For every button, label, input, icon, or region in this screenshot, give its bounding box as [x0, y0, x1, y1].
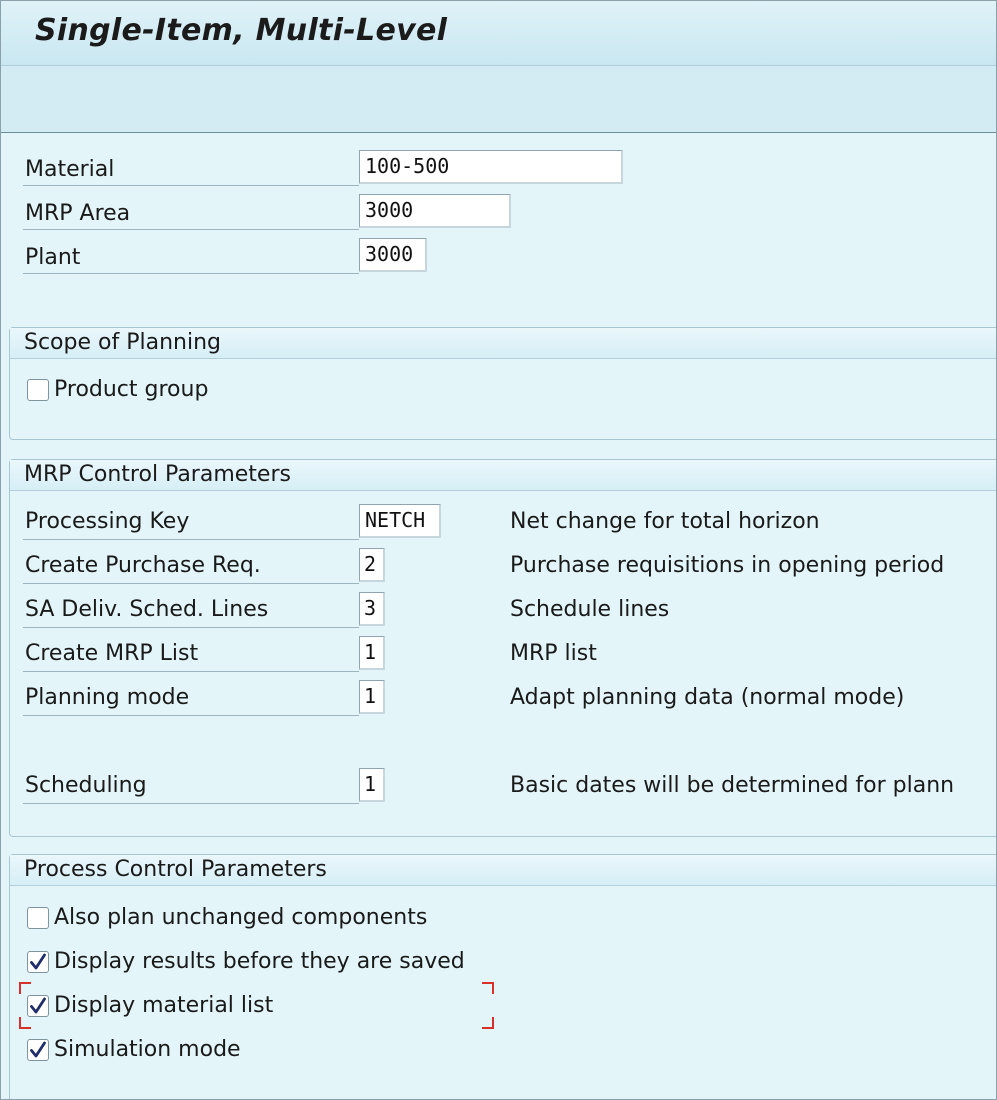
display-results-label: Display results before they are saved	[54, 949, 465, 974]
processing-key-input[interactable]: NETCH	[359, 504, 441, 538]
plant-underline	[23, 273, 359, 274]
scheduling-label: Scheduling	[25, 773, 147, 798]
focus-corner-top-left	[19, 982, 31, 994]
simulation-mode-label: Simulation mode	[54, 1037, 241, 1062]
focus-corner-bottom-left	[19, 1017, 31, 1029]
create-purchase-req-label: Create Purchase Req.	[25, 553, 261, 578]
sa-deliv-sched-lines-input[interactable]: 3	[359, 592, 385, 626]
material-label: Material	[25, 157, 115, 182]
planning-mode-label: Planning mode	[25, 685, 190, 710]
display-material-list-checkbox[interactable]	[27, 995, 49, 1017]
process-control-title: Process Control Parameters	[24, 857, 327, 882]
planning-mode-underline	[23, 715, 359, 716]
scheduling-underline	[23, 803, 359, 804]
mrp-area-input[interactable]: 3000	[359, 194, 511, 228]
plant-label: Plant	[25, 245, 81, 270]
scope-of-planning-title: Scope of Planning	[24, 330, 221, 355]
material-underline	[23, 185, 359, 186]
sa-deliv-sched-lines-description: Schedule lines	[510, 597, 670, 622]
create-mrp-list-underline	[23, 671, 359, 672]
application-toolbar	[1, 66, 996, 133]
sa-deliv-sched-lines-label: SA Deliv. Sched. Lines	[25, 597, 269, 622]
simulation-mode-checkbox[interactable]	[27, 1039, 49, 1061]
focus-corner-bottom-right	[482, 1017, 494, 1029]
page-title: Single-Item, Multi-Level	[35, 13, 448, 48]
product-group-label: Product group	[54, 377, 209, 402]
material-input[interactable]: 100-500	[359, 150, 623, 184]
scope-of-planning-header	[10, 328, 996, 359]
check-icon	[30, 1041, 46, 1059]
create-mrp-list-input[interactable]: 1	[359, 636, 385, 670]
mrp-control-header	[10, 460, 996, 491]
plant-input[interactable]: 3000	[359, 238, 427, 272]
check-icon	[30, 997, 46, 1015]
mrp-area-label: MRP Area	[25, 201, 131, 226]
planning-mode-description: Adapt planning data (normal mode)	[510, 685, 905, 710]
scheduling-input[interactable]: 1	[359, 768, 385, 802]
also-plan-unchanged-checkbox[interactable]	[27, 907, 49, 929]
processing-key-description: Net change for total horizon	[510, 509, 820, 534]
sa-deliv-sched-lines-underline	[23, 627, 359, 628]
check-icon	[30, 953, 46, 971]
planning-mode-input[interactable]: 1	[359, 680, 385, 714]
processing-key-label: Processing Key	[25, 509, 190, 534]
process-control-group	[9, 854, 996, 1100]
product-group-checkbox[interactable]	[27, 379, 49, 401]
process-control-header	[10, 855, 996, 886]
create-mrp-list-description: MRP list	[510, 641, 597, 666]
create-mrp-list-label: Create MRP List	[25, 641, 199, 666]
also-plan-unchanged-label: Also plan unchanged components	[54, 905, 428, 930]
create-purchase-req-description: Purchase requisitions in opening period	[510, 553, 945, 578]
scheduling-description: Basic dates will be determined for plann	[510, 773, 955, 798]
create-purchase-req-input[interactable]: 2	[359, 548, 385, 582]
display-results-checkbox[interactable]	[27, 951, 49, 973]
display-material-list-label: Display material list	[54, 993, 274, 1018]
mrp-area-underline	[23, 229, 359, 230]
focus-corner-top-right	[482, 982, 494, 994]
create-purchase-req-underline	[23, 583, 359, 584]
processing-key-underline	[23, 539, 359, 540]
mrp-control-title: MRP Control Parameters	[24, 462, 291, 487]
title-bar	[1, 1, 996, 66]
